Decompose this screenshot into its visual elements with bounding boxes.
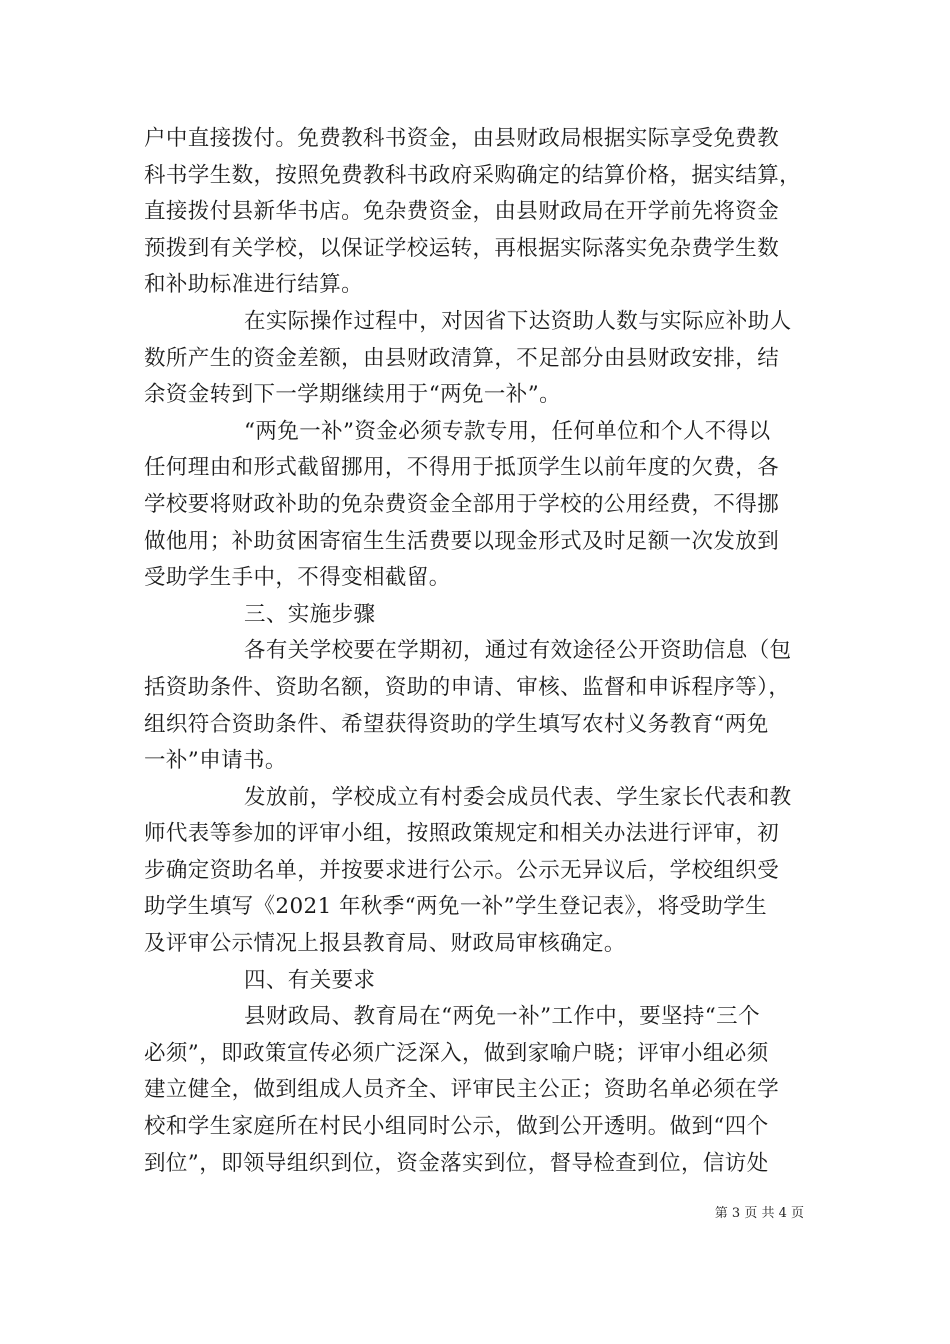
text-line: 校和学生家庭所在村民小组同时公示，做到公开透明。做到“四个 [144,1114,769,1140]
text-line: 及评审公示情况上报县教育局、财政局审核确定。 [144,931,626,957]
text-line: 到位”，即领导组织到位，资金落实到位，督导检查到位，信访处 [144,1150,769,1176]
text-line: 发放前，学校成立有村委会成员代表、学生家长代表和教 [244,784,792,810]
paragraph-review-committee [144,780,814,963]
section-heading: 三、实施步骤 [244,601,376,627]
text-line: 户中直接拨付。免费教科书资金，由县财政局根据实际享受免费教 [144,126,780,151]
text-line: 必须”，即政策宣传必须广泛深入，做到家喻户晓；评审小组必须 [144,1040,769,1066]
text-line: 在实际操作过程中，对因省下达资助人数与实际应补助人 [244,308,792,334]
text-line: 助学生填写《2021 年秋季“两免一补”学生登记表》，将受助学生 [144,894,768,920]
text-line: 学校要将财政补助的免杂费资金全部用于学校的公用经费，不得挪 [144,491,780,517]
paragraph-funding-allocation [144,121,814,304]
text-line: “两免一补”资金必须专款专用，任何单位和个人不得以 [244,418,771,444]
paragraph-three-musts [144,999,814,1182]
paragraph-dedicated-funds [144,414,814,597]
text-line: 县财政局、教育局在“两免一补”工作中，要坚持“三个 [244,1004,760,1030]
text-line: 各有关学校要在学期初，通过有效途径公开资助信息（包 [244,638,792,664]
text-line: 建立健全，做到组成人员齐全、评审民主公正；资助名单必须在学 [144,1077,780,1103]
document-body [144,121,814,1182]
text-line: 科书学生数，按照免费教科书政府采购确定的结算价格，据实结算， [144,162,802,188]
section-heading: 四、有关要求 [244,967,376,993]
text-line: 一补”申请书。 [144,748,287,774]
section-heading-implementation-steps [144,597,814,634]
text-line: 做他用；补助贫困寄宿生生活费要以现金形式及时足额一次发放到 [144,528,780,554]
paragraph-actual-operation [144,304,814,414]
text-line: 括资助条件、资助名额，资助的申请、审核、监督和申诉程序等）， [144,674,791,700]
text-line: 直接拨付县新华书店。免杂费资金，由县财政局在开学前先将资金 [144,199,780,225]
page-number-footer: 第 3 页 共 4 页 [714,1206,804,1221]
section-heading-requirements [144,963,814,1000]
text-line: 预拨到有关学校，以保证学校运转，再根据实际落实免杂费学生数 [144,235,780,261]
text-line: 师代表等参加的评审小组，按照政策规定和相关办法进行评审，初 [144,821,780,847]
text-line: 数所产生的资金差额，由县财政清算，不足部分由县财政安排，结 [144,345,780,371]
paragraph-school-publicity [144,633,814,779]
text-line: 步确定资助名单，并按要求进行公示。公示无异议后，学校组织受 [144,857,780,883]
text-line: 和补助标准进行结算。 [144,272,364,298]
text-line: 受助学生手中，不得变相截留。 [144,565,451,591]
text-line: 任何理由和形式截留挪用，不得用于抵顶学生以前年度的欠费，各 [144,455,780,481]
text-line: 组织符合资助条件、希望获得资助的学生填写农村义务教育“两免 [144,711,769,737]
text-line: 余资金转到下一学期继续用于“两免一补”。 [144,382,561,408]
